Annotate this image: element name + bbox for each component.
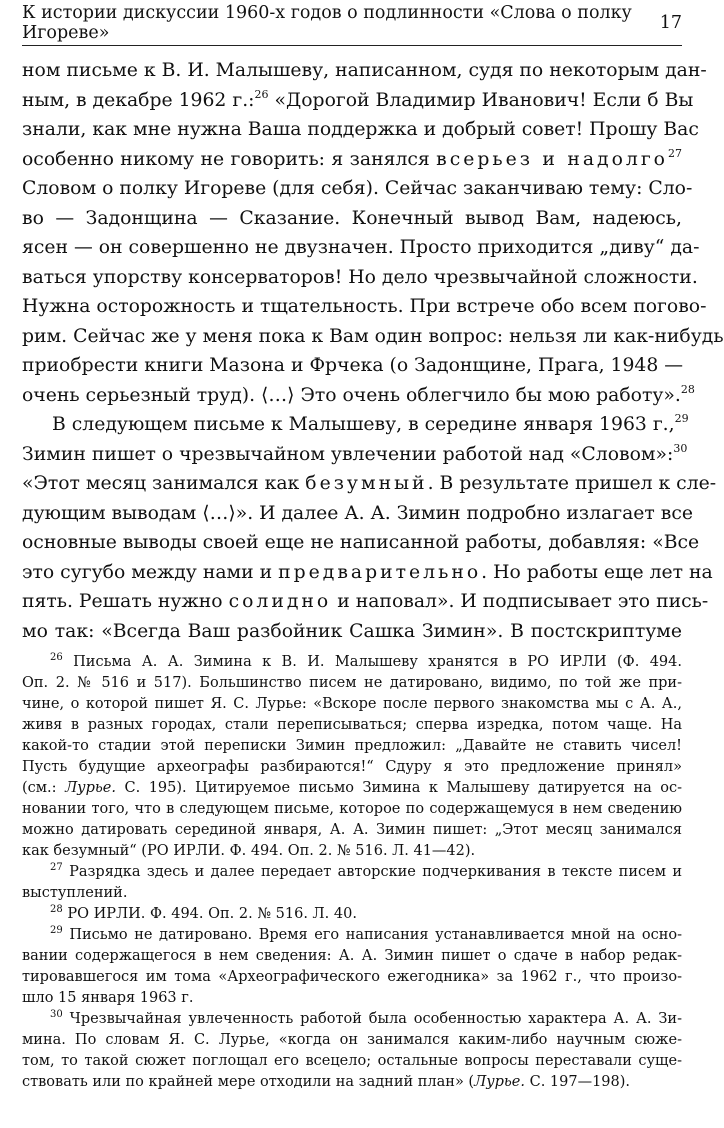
page-number: 17 <box>659 13 682 33</box>
spaced-emphasis: предварительно <box>278 561 482 583</box>
footnote-28 <box>22 904 682 925</box>
main-text <box>22 56 724 646</box>
footnote-ref-30[interactable]: 30 <box>673 441 688 455</box>
footnote-number: 27 <box>50 862 63 873</box>
footnote-line: $^{29}$ Письмо не датировано. Время его написания устанавливается мной на осно- <box>50 925 682 943</box>
footnote-ref-26[interactable]: 26 <box>254 87 269 101</box>
text-line: пять. Решать нужно солидно и наповал». И подписывает это пись- <box>22 591 709 612</box>
footnote-line: Пусть будущие археографы разбираются!“ Сдуру я это предложение принял» <box>22 759 682 775</box>
text-line: Словом о полку Игореве (для себя). Сейчас заканчиваю тему: Сло- <box>22 178 693 199</box>
text-line: дующим выводам ⟨…⟩». И далее А. А. Зимин подробно излагает все <box>22 502 693 524</box>
footnote-number: 26 <box>50 652 63 663</box>
footnote-line: ствовать или по крайней мере отходили на задний план» (Лурье. С. 197—198). <box>22 1074 631 1090</box>
footnote-line: выступлений. <box>22 885 128 901</box>
text-line: ном письме к В. И. Малышеву, написанном, судя по некоторым дан- <box>22 60 707 81</box>
spaced-emphasis: безумный <box>305 473 428 494</box>
footnote-line: тировавшегося им тома «Археографического ежегодника» за 1962 г., что произо- <box>22 969 682 985</box>
text-line: очень серьезный труд). ⟨…⟩ Это очень облегчило бы мою работу».$^{28}$ <box>22 382 695 406</box>
footnote-line: мина. По словам Я. С. Лурье, «когда он занимался каким-либо научным сюже- <box>22 1032 682 1048</box>
text-line: «Этот месяц занимался как безумный. В результате пришел к сле- <box>22 473 717 494</box>
text-line: В следующем письме к Малышеву, в середине января 1963 г.,$^{29}$ <box>52 412 689 435</box>
paragraph-1 <box>22 56 724 410</box>
text-line: ным, в декабре 1962 г.:$^{26}$ «Дорогой Владимир Иванович! Если б Вы <box>22 87 694 111</box>
footnote-line: живя в разных городах, стали переписываться; сперва изредка, потом чаще. На <box>22 717 682 733</box>
footnote-ref-27[interactable]: 27 <box>667 146 682 160</box>
text-line: Нужна осторожность и тщательность. При встрече обо всем погово- <box>22 296 707 317</box>
text-line: рим. Сейчас же у меня пока к Вам один вопрос: нельзя ли как-нибудь <box>22 325 724 347</box>
text-line: мо так: «Всегда Ваш разбойник Сашка Зимин». В постскриптуме <box>22 620 682 642</box>
footnote-line: чине, о которой пишет Я. С. Лурье: «Вскоре после первого знакомства мы с А. А., <box>22 696 682 712</box>
footnote-line: можно датировать серединой января, А. А. Зимин пишет: „Этот месяц занимался <box>22 822 682 838</box>
paragraph-2 <box>22 410 717 646</box>
footnote-line: как безумный“ (РО ИРЛИ. Ф. 494. Оп. 2. № 516. Л. 41—42). <box>22 843 476 859</box>
header-rule <box>22 45 682 46</box>
footnote-29 <box>22 925 682 1009</box>
spaced-emphasis: солидно <box>228 591 332 612</box>
footnote-line: новании того, что в следующем письме, которое по содержащемуся в нем сведению <box>22 801 682 817</box>
footnote-26 <box>22 652 682 862</box>
footnote-number: 28 <box>50 904 63 915</box>
running-title: К истории дискуссии 1960-х годов о подлинности «Слова о полку Игореве» <box>22 3 632 43</box>
footnote-number: 29 <box>50 925 63 936</box>
text-line: во — Задонщина — Сказание. Конечный вывод Вам, надеюсь, <box>22 207 682 229</box>
text-line: основные выводы своей еще не написанной работы, добавляя: «Все <box>22 532 700 553</box>
text-line: Зимин пишет о чрезвычайном увлечении работой над «Словом»:$^{30}$ <box>22 441 688 465</box>
text-line: знали, как мне нужна Ваша поддержка и добрый совет! Прошу Вас <box>22 119 699 140</box>
footnote-30 <box>22 1009 682 1093</box>
footnotes <box>22 652 682 1093</box>
text-line: особенно никому не говорить: я занялся всерьез и надолго$^{27}$ <box>22 146 682 170</box>
text-line: приобрести книги Мазона и Фрчека (о Задонщине, Прага, 1948 — <box>22 355 684 376</box>
footnote-line: (см.: Лурье. С. 195). Цитируемое письмо Зимина к Малышеву датируется на ос- <box>22 780 683 796</box>
footnote-ref-28[interactable]: 28 <box>680 382 695 396</box>
footnote-line: том, то такой сюжет поглощал его всецело; остальные вопросы переставали суще- <box>22 1053 682 1069</box>
text-line: ваться упорству консерваторов! Но дело чрезвычайной сложности. <box>22 266 698 288</box>
footnote-line: какой-то стадии этой переписки Зимин предложил: „Давайте не ставить чисел! <box>22 738 682 754</box>
text-line: ясен — он совершенно не двузначен. Просто приходится „диву“ да- <box>22 237 700 258</box>
footnote-ref-29[interactable]: 29 <box>674 412 689 425</box>
footnote-27 <box>22 862 682 904</box>
footnote-line: Оп. 2. № 516 и 517). Большинство писем не датировано, видимо, по той же при- <box>22 675 682 691</box>
footnote-line: вании содержащегося в нем сведения: А. А. Зимин пишет о сдаче в набор редак- <box>22 948 682 964</box>
footnote-number: 30 <box>50 1009 63 1020</box>
spaced-emphasis: всерьез и надолго <box>436 148 668 170</box>
footnote-line: $^{27}$ Разрядка здесь и далее передает авторские подчеркивания в тексте писем и <box>50 862 683 880</box>
footnote-line: $^{26}$ Письма А. А. Зимина к В. И. Малышеву хранятся в РО ИРЛИ (Ф. 494. <box>50 652 682 670</box>
footnote-line: $^{28}$ РО ИРЛИ. Ф. 494. Оп. 2. № 516. Л. 40. <box>50 904 357 922</box>
footnote-line: $^{30}$ Чрезвычайная увлеченность работой была особенностью характера А. А. Зи- <box>50 1009 682 1027</box>
text-line: это сугубо между нами и предварительно. Но работы еще лет на <box>22 561 713 583</box>
running-header <box>22 3 682 43</box>
footnote-line: шло 15 января 1963 г. <box>22 990 194 1006</box>
